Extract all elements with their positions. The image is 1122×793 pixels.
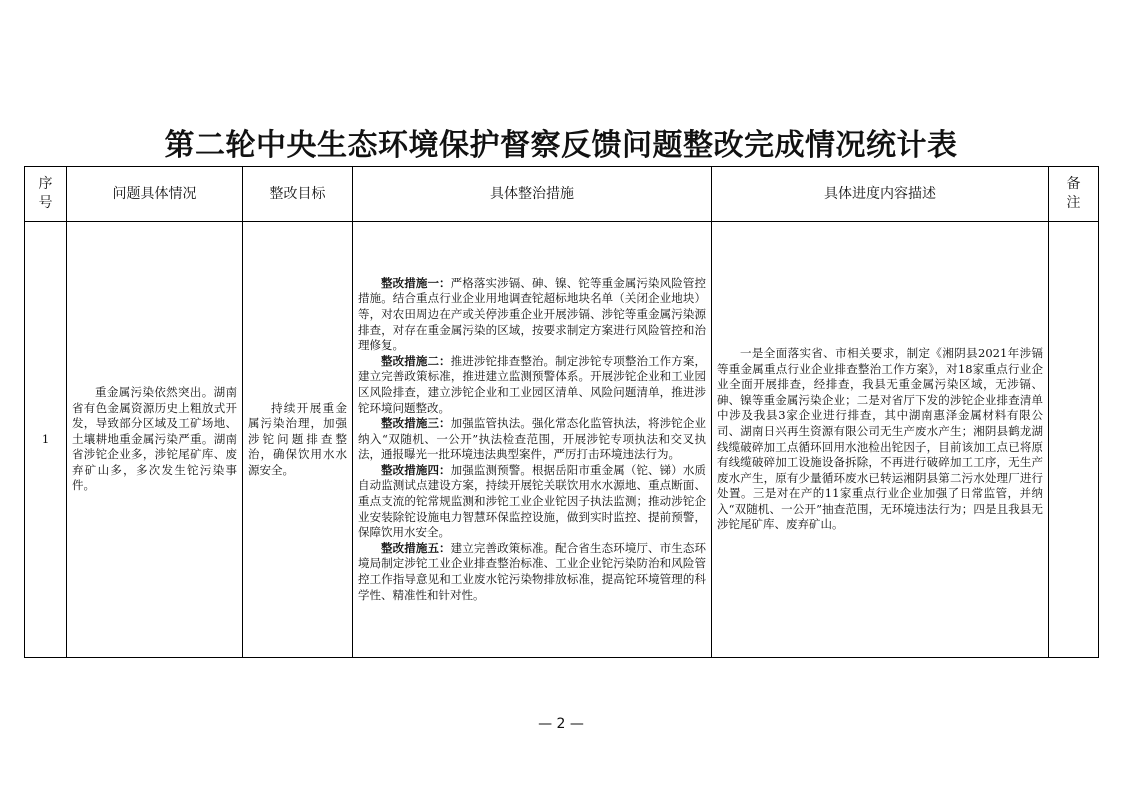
measure-text: 严格落实涉镉、砷、镍、铊等重金属污染风险管控措施。结合重点行业企业用地调查铊超标地块名单（关闭企业地块）等，对农田周边在产或关停涉重企业开展涉镉、涉铊等重金属污染源排查，对存在重金属污染的区域，按要求制定方案进行风险管控和治理修复。 xyxy=(358,275,707,353)
cell-problem: 重金属污染依然突出。湖南省有色金属资源历史上粗放式开发，导致部分区域及工矿场地、土壤耕地重金属污染严重。湖南省涉铊企业多，涉铊尾矿库、废弃矿山多，多次发生铊污染事件。 xyxy=(67,222,243,658)
header-measures: 具体整治措施 xyxy=(353,167,712,222)
measure-label: 整改措施二： xyxy=(381,353,451,368)
measure-item xyxy=(358,276,706,354)
measure-text: 加强监管执法。强化常态化监管执法，将涉铊企业纳入“双随机、一公开”执法检查范围，开展涉铊专项执法和交叉执法，通报曝光一批环境违法典型案件，严厉打击环境违法行为。 xyxy=(358,416,707,462)
measure-label: 整改措施五： xyxy=(381,540,451,555)
page-number: — 2 — xyxy=(538,716,584,732)
measure-text: 加强监测预警。根据岳阳市重金属（铊、锑）水质自动监测试点建设方案，持续开展铊关联饮用水水源地、重点断面、重点支流的铊常规监测和涉铊工业企业铊因子执法监测；推动涉铊企业安装除铊设施电力智慧环保监控设施，做到实时监控、提前预警，保障饮用水安全。 xyxy=(358,462,707,540)
header-remark-text: 备注 xyxy=(1066,176,1081,211)
measure-item xyxy=(358,463,706,541)
measure-label: 整改措施三： xyxy=(381,416,451,431)
table-row xyxy=(25,222,1099,658)
cell-measures xyxy=(353,222,712,658)
page-title: 第二轮中央生态环境保护督察反馈问题整改完成情况统计表 xyxy=(164,128,958,163)
measure-item xyxy=(358,354,706,416)
header-goal: 整改目标 xyxy=(243,167,353,222)
cell-remark xyxy=(1049,222,1099,658)
cell-goal: 持续开展重金属污染治理，加强涉铊问题排查整治，确保饮用水水源安全。 xyxy=(243,222,353,658)
header-problem: 问题具体情况 xyxy=(67,167,243,222)
measure-text: 建立完善政策标准。配合省生态环境厅、市生态环境局制定涉铊工业企业排查整治标准、工业企业铊污染防治和风险管控工作指导意见和工业废水铊污染物排放标准，提高铊环境管理的科学性、精准性和针对性。 xyxy=(358,540,707,602)
header-remark xyxy=(1049,167,1099,222)
header-seq xyxy=(25,167,67,222)
cell-seq: 1 xyxy=(25,222,67,658)
measure-item xyxy=(358,541,706,603)
header-seq-text: 序号 xyxy=(38,176,53,211)
header-progress: 具体进度内容描述 xyxy=(712,167,1049,222)
measure-label: 整改措施四： xyxy=(381,462,451,477)
measure-text: 推进涉铊排查整治。制定涉铊专项整治工作方案，建立完善政策标准，推进建立监测预警体系。开展涉铊企业和工业园区风险排查，建立涉铊企业和工业园区清单、风险问题清单，推进涉铊环境问题整改。 xyxy=(358,353,707,415)
rectification-table xyxy=(24,166,1099,658)
header-row xyxy=(25,167,1099,222)
cell-progress: 一是全面落实省、市相关要求，制定《湘阴县2021年涉镉等重金属重点行业企业排查整治工作方案》，对18家重点行业企业全面开展排查，经排查，我县无重金属污染区域，无涉镉、砷、镍等重金属污染企业；二是对省厅下发的涉铊企业排查清单中涉及我县3家企业进行排查，其中湖南惠泽金属材料有限公司、湖南日兴再生资源有限公司无生产废水产生；湘阴县鹤龙湖线缆破碎加工点循环回用水池检出铊因子，目前该加工点已将原有线缆破碎加工设施设备拆除，不再进行破碎加工工序，无生产废水产生，原有少量循环废水已转运湘阴县第二污水处理厂进行处置。三是对在产的11家重点行业企业加强了日常监管，并纳入“双随机、一公开”抽查范围，无环境违法行为；四是且我县无涉铊尾矿库、废弃矿山。 xyxy=(712,222,1049,658)
measure-item xyxy=(358,416,706,463)
measure-label: 整改措施一： xyxy=(381,275,451,290)
